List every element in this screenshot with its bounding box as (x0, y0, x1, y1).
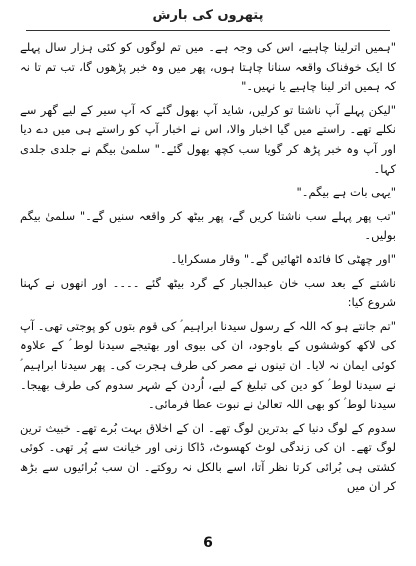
body-text (20, 38, 396, 501)
paragraph: "تم جانتے ہو کہ اللہ کے رسول سیدنا ابراہیم ؑ کی قوم بتوں کو پوجتی تھی۔ آپ کی لاکھ کوششوں کے باوجود، ان کی بیوی اور بھتیجے سیدنا لوط ؑ کے علاوہ کوئی ایمان نہ لایا۔ ان تینوں نے مصر کی طرف ہجرت کی۔ پھر سیدنا ابراہیم ؑ نے سیدنا لوط ؑ کو دین کی تبلیغ کے لیے، اُردن کے شہر سدوم کی طرف بھیجا۔ سیدنا لوط ؑ کو بھی اللہ تعالیٰ نے نبوت عطا فرمائی۔ (20, 318, 396, 412)
header-rule (26, 30, 390, 31)
paragraph: سدوم کے لوگ دنیا کے بدترین لوگ تھے۔ ان کے اخلاق بہت بُرے تھے۔ خبیث ترین لوگ تھے۔ ان کی زندگی لوٹ کھسوٹ، ڈاکا زنی اور خیانت سے پُر تھی۔ کوئی کشتی ہی بُرائی کرتا نظر آتا، اسے بالکل نہ روکتے۔ ان سب بُرائیوں سے بڑھ کر ان میں (20, 420, 396, 494)
paragraph: "ہمیں اترلینا چاہیے، اس کی وجہ ہے۔ میں تم لوگوں کو کئی ہزار سال پہلے کا ایک خوفناک واقعہ سنانا چاہتا ہوں، پھر میں وہ خبر پڑھوں گا، تب تم تا نہ کہ ہمیں اتر لینا چاہیے یا نہیں۔" (20, 40, 396, 94)
running-title: پتھروں کی بارش (152, 8, 264, 23)
paragraph: "لیکن پہلے آپ ناشتا تو کرلیں، شاید آپ بھول گئے کہ آپ سیر کے لیے گھر سے نکلے تھے۔ راستے میں گیا اخبار والا، اس نے اخبار آپ کو راستے ہی میں دے دیا اور آپ وہ خبر پڑھ کر گویا سب کچھ بھول گئے۔" سلمیٰ بیگم نے جلدی جلدی کہا۔ (20, 102, 396, 176)
paragraph: ناشتے کے بعد سب خان عبدالجبار کے گرد بیٹھ گئے ۔۔۔۔ اور انھوں نے کہنا شروع کیا: (20, 275, 396, 310)
paragraph: "یہی بات ہے بیگم۔" (296, 185, 396, 200)
paragraph: "تب پھر پہلے سب ناشتا کریں گے، پھر بیٹھ کر واقعہ سنیں گے۔" سلمیٰ بیگم بولیں۔ (20, 208, 396, 243)
page-number: 6 (203, 535, 213, 551)
paragraph: "اور چھٹی کا فائدہ اٹھائیں گے۔" وقار مسکرایا۔ (170, 251, 396, 266)
